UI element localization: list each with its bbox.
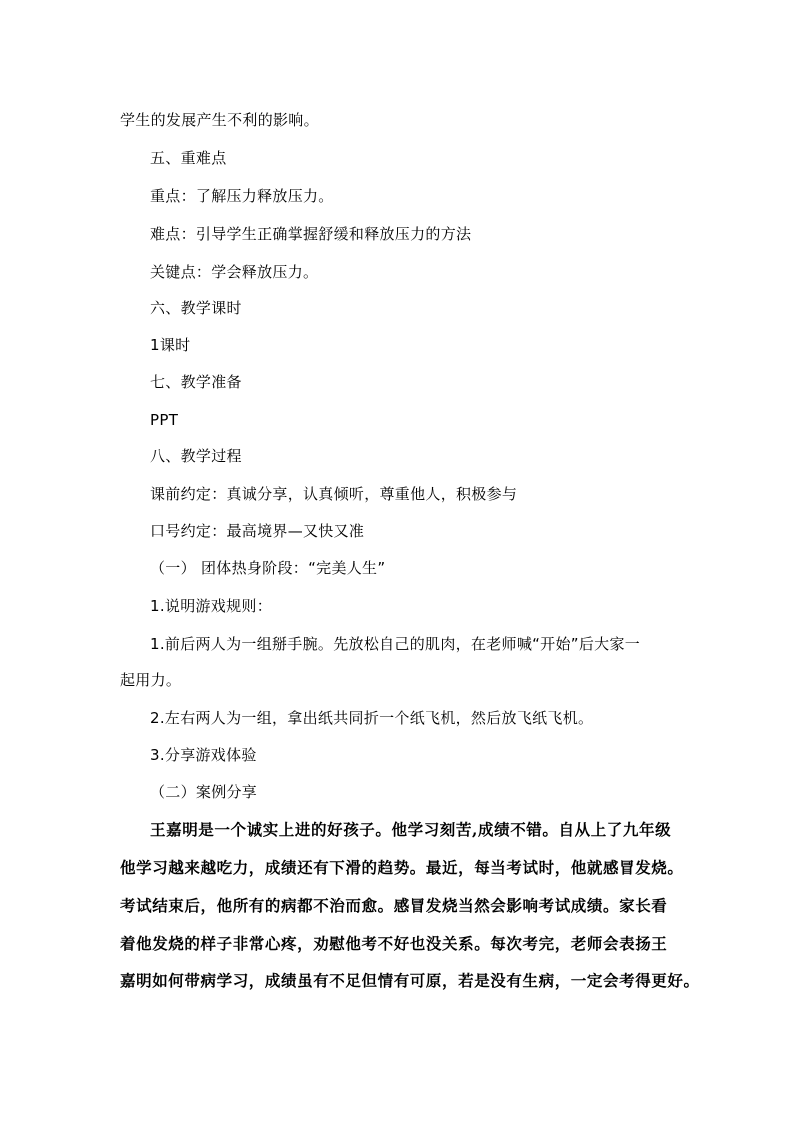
subsection-heading: （一） 团体热身阶段：“完美人生” (150, 559, 386, 577)
case-paragraph-line: 着他发烧的样子非常心疼，劝慰他考不好也没关系。每次考完，老师会表扬王 (120, 934, 668, 953)
case-paragraph-line: 嘉明如何带病学习，成绩虽有不足但情有可原，若是没有生病，一定会考得更好。 (120, 971, 700, 990)
paragraph-line: 重点：了解压力释放压力。 (150, 187, 334, 205)
paragraph-line: 口号约定：最高境界—又快又准 (150, 522, 365, 540)
section-heading: 八、教学过程 (150, 447, 242, 465)
paragraph-line: 2.左右两人为一组，拿出纸共同折一个纸飞机，然后放飞纸飞机。 (150, 709, 594, 727)
case-paragraph-line: 考试结束后，他所有的病都不治而愈。感冒发烧当然会影响考试成绩。家长看 (120, 896, 668, 915)
paragraph-line: 1课时 (150, 336, 191, 354)
paragraph-line: 难点：引导学生正确掌握舒缓和释放压力的方法 (150, 225, 472, 243)
paragraph-line: 3.分享游戏体验 (150, 746, 257, 764)
section-heading: 六、教学课时 (150, 299, 242, 317)
paragraph-line: 1.说明游戏规则： (150, 597, 273, 615)
section-heading: 五、重难点 (150, 149, 227, 167)
paragraph-line: PPT (150, 411, 179, 429)
paragraph-line: 学生的发展产生不利的影响。 (120, 111, 319, 129)
case-paragraph-line: 王嘉明是一个诚实上进的好孩子。他学习刻苦,成绩不错。自从上了九年级 (150, 820, 672, 839)
case-paragraph-line: 他学习越来越吃力，成绩还有下滑的趋势。最近，每当考试时，他就感冒发烧。 (120, 858, 684, 877)
section-heading: 七、教学准备 (150, 373, 242, 391)
subsection-heading: （二）案例分享 (150, 783, 258, 801)
paragraph-line: 1.前后两人为一组掰手腕。先放松自己的肌肉，在老师喊“开始”后大家一 (150, 635, 641, 653)
paragraph-line: 起用力。 (120, 671, 182, 689)
paragraph-line: 课前约定：真诚分享，认真倾听，尊重他人，积极参与 (150, 485, 518, 503)
paragraph-line: 关键点：学会释放压力。 (150, 263, 319, 281)
